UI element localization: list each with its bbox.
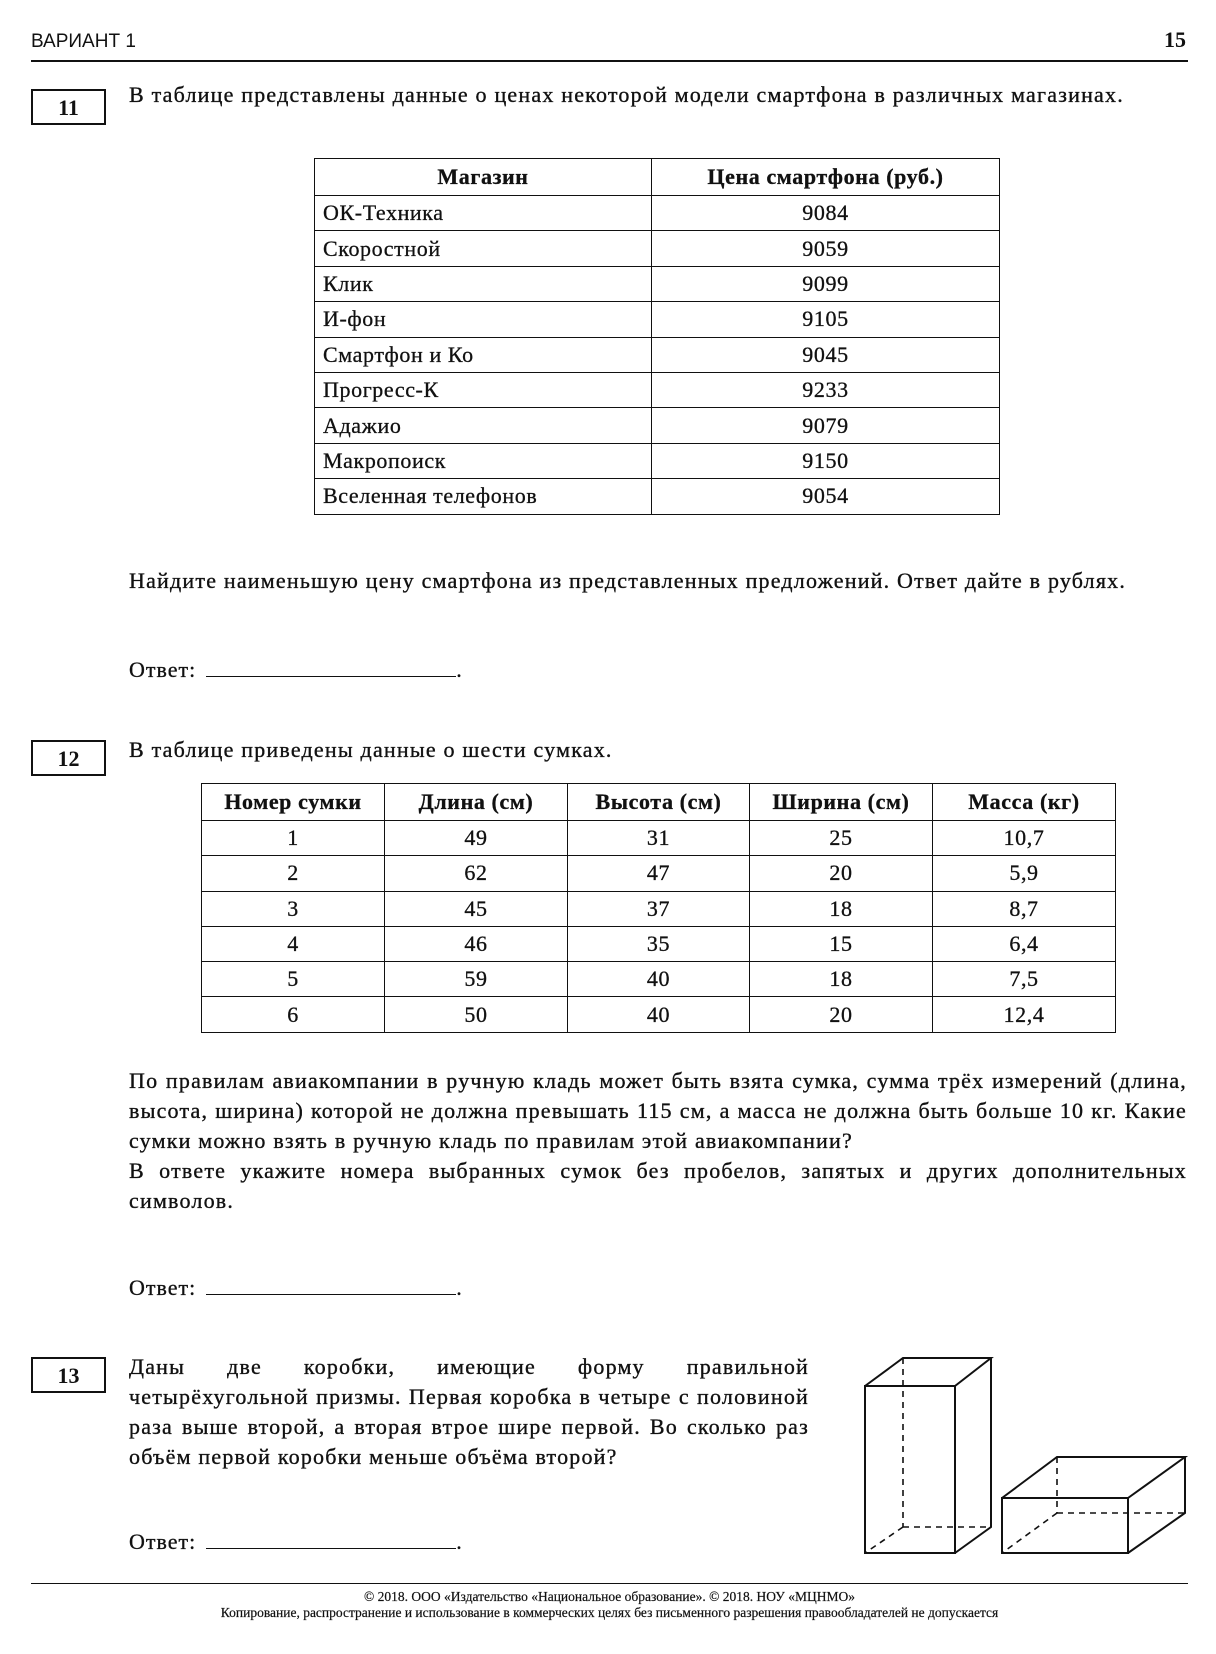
table-cell: Смартфон и Ко [315, 337, 652, 372]
variant-label: ВАРИАНТ 1 [31, 31, 136, 52]
table-cell: 20 [750, 997, 933, 1032]
table-cell: 46 [385, 926, 568, 961]
table-cell: 9059 [652, 231, 1000, 266]
table-cell: 47 [568, 856, 750, 891]
answer-end: . [456, 657, 463, 682]
table-cell: 7,5 [933, 962, 1116, 997]
table-cell: 31 [568, 821, 750, 856]
column-header: Высота (см) [568, 784, 750, 821]
table-cell: 5,9 [933, 856, 1116, 891]
table-cell: 10,7 [933, 821, 1116, 856]
task-11-intro-text: В таблице представлены данные о ценах некоторой модели смартфона в различных магазинах. [129, 82, 1124, 107]
table-cell: 25 [750, 821, 933, 856]
table-cell: Клик [315, 266, 652, 301]
table-cell: 3 [202, 891, 385, 926]
table-cell: Скоростной [315, 231, 652, 266]
answer-end: . [456, 1529, 463, 1554]
footer [31, 1589, 1188, 1621]
answer-end: . [456, 1275, 463, 1300]
table-cell: 50 [385, 997, 568, 1032]
table-cell: Макропоиск [315, 443, 652, 478]
table-cell: 9045 [652, 337, 1000, 372]
table-cell: 40 [568, 962, 750, 997]
table-cell: 5 [202, 962, 385, 997]
table-cell: 18 [750, 962, 933, 997]
table-cell: 9233 [652, 372, 1000, 407]
tall-prism [865, 1358, 991, 1553]
table-cell: 37 [568, 891, 750, 926]
page-number: 15 [1164, 27, 1186, 52]
table-cell: 9079 [652, 408, 1000, 443]
table-cell: 59 [385, 962, 568, 997]
table-cell: 2 [202, 856, 385, 891]
table-cell: 9084 [652, 196, 1000, 231]
table-cell: 6,4 [933, 926, 1116, 961]
table-cell: 8,7 [933, 891, 1116, 926]
table-cell: Вселенная телефонов [315, 479, 652, 514]
task-12-question-instructions: В ответе укажите номера выбранных сумок без пробелов, запятых и других дополнительных символов. [129, 1158, 1187, 1213]
table-cell: 35 [568, 926, 750, 961]
task-12-question-text: По правилам авиакомпании в ручную кладь может быть взята сумка, сумма трёх измерений (длина, высота, ширина) которой не должна превышать 115 см, а масса не должна быть больше 10 кг. Какие сумки можно взять в ручную кладь по правилам этой авиакомпании? [129, 1068, 1187, 1153]
task-13-question-text: Даны две коробки, имеющие форму правильной четырёхугольной призмы. Первая коробка в четыре с половиной раза выше второй, а вторая втрое шире первой. Во сколько раз объём первой коробки меньше объёма второй? [129, 1354, 809, 1469]
table-cell: ОК-Техника [315, 196, 652, 231]
column-header: Номер сумки [202, 784, 385, 821]
table-cell: 45 [385, 891, 568, 926]
task-number-13: 13 [31, 1357, 106, 1393]
task-11-question-text: Найдите наименьшую цену смартфона из представленных предложений. Ответ дайте в рублях. [129, 568, 1127, 593]
table-cell: Прогресс-К [315, 372, 652, 407]
table-cell: 12,4 [933, 997, 1116, 1032]
table-cell: 6 [202, 997, 385, 1032]
footer-notice: Копирование, распространение и использование в коммерческих целях без письменного разрешения правообладателей не допускается [220, 1605, 999, 1620]
table-cell: 15 [750, 926, 933, 961]
table-cell: 40 [568, 997, 750, 1032]
footer-divider [31, 1583, 1188, 1584]
column-header: Ширина (см) [750, 784, 933, 821]
table-cell: 4 [202, 926, 385, 961]
table-cell: 1 [202, 821, 385, 856]
column-header: Цена смартфона (руб.) [652, 159, 1000, 196]
footer-copyright: © 2018. ООО «Издательство «Национальное образование». © 2018. НОУ «МЦНМО» [364, 1589, 855, 1604]
task-number-12: 12 [31, 740, 106, 776]
task-number-11: 11 [31, 89, 106, 125]
table-cell: Адажио [315, 408, 652, 443]
answer-label: Ответ: [129, 657, 197, 682]
table-cell: 20 [750, 856, 933, 891]
column-header: Масса (кг) [933, 784, 1116, 821]
task-12-intro-text: В таблице приведены данные о шести сумках. [129, 737, 613, 762]
table-cell: 62 [385, 856, 568, 891]
table-cell: 49 [385, 821, 568, 856]
table-cell: 18 [750, 891, 933, 926]
answer-label: Ответ: [129, 1529, 197, 1554]
table-cell: 9105 [652, 302, 1000, 337]
column-header: Магазин [315, 159, 652, 196]
table-cell: 9150 [652, 443, 1000, 478]
answer-label: Ответ: [129, 1275, 197, 1300]
table-cell: И-фон [315, 302, 652, 337]
table-cell: 9054 [652, 479, 1000, 514]
table-cell: 9099 [652, 266, 1000, 301]
column-header: Длина (см) [385, 784, 568, 821]
flat-prism [1002, 1457, 1185, 1553]
